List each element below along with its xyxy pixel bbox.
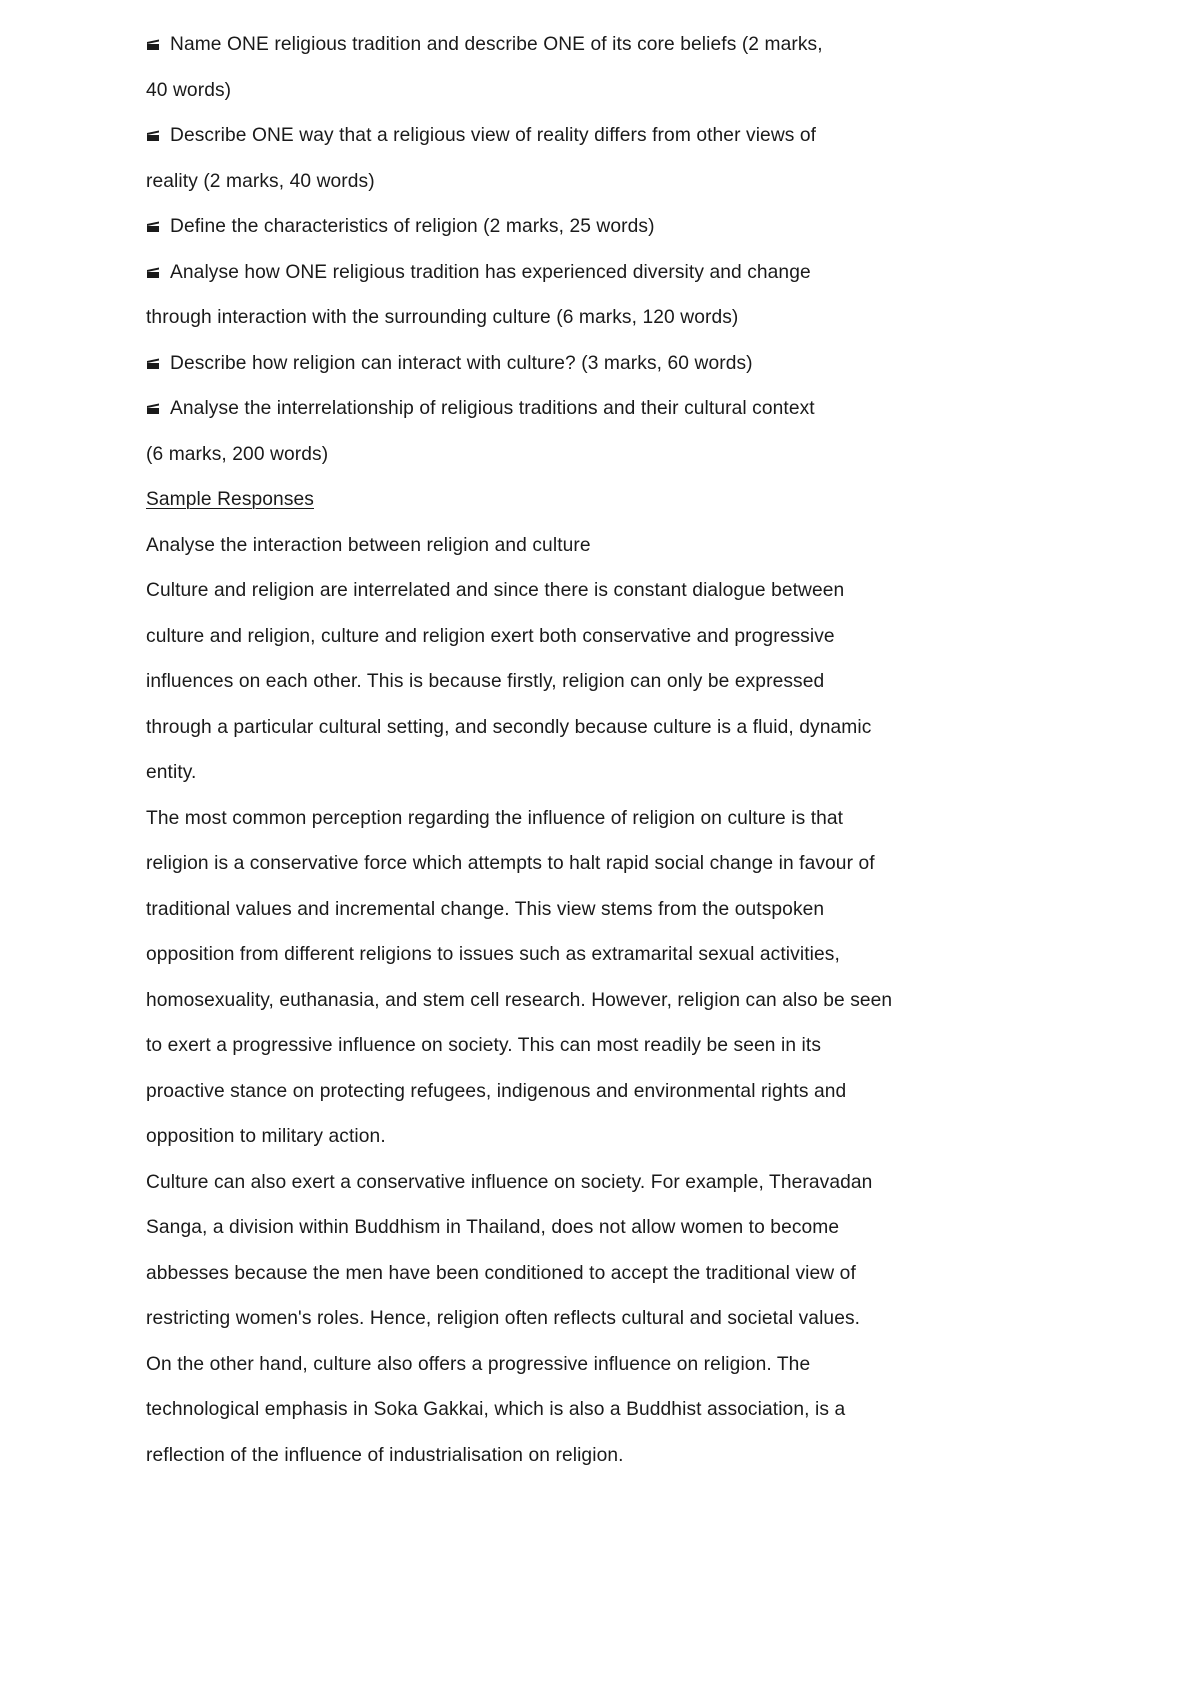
paragraph-line: entity. [146, 762, 197, 783]
paragraph [146, 796, 936, 1160]
question-text: 40 words) [146, 79, 232, 101]
question-text: Define the characteristics of religion (2 marks, 25 words) [170, 216, 655, 237]
paragraph-line: reflection of the influence of industrialisation on religion. [146, 1444, 624, 1466]
clapperboard-icon [146, 265, 160, 279]
paragraph-line: traditional values and incremental change. This view stems from the outspoken [146, 898, 825, 920]
paragraph-line: abbesses because the men have been conditioned to accept the traditional view of [146, 1262, 856, 1284]
sample-question: Analyse the interaction between religion and culture [146, 534, 591, 556]
paragraph-line: Culture can also exert a conservative influence on society. For example, Theravadan [146, 1171, 873, 1193]
clapperboard-icon [146, 401, 160, 415]
paragraph-line: culture and religion, culture and religion exert both conservative and progressive [146, 625, 835, 647]
paragraph-line: to exert a progressive influence on society. This can most readily be seen in its [146, 1035, 822, 1056]
sample-responses-heading: Sample Responses [146, 489, 314, 510]
paragraph-line: opposition from different religions to issues such as extramarital sexual activities, [146, 944, 840, 965]
document-page [146, 22, 936, 1478]
paragraph-line: religion is a conservative force which attempts to halt rapid social change in favour of [146, 853, 875, 874]
paragraph-line: through a particular cultural setting, and secondly because culture is a fluid, dynamic [146, 716, 872, 738]
paragraph-line: On the other hand, culture also offers a progressive influence on religion. The [146, 1353, 811, 1375]
sample-response-body [146, 568, 936, 1478]
paragraph [146, 1342, 936, 1479]
question-text: Analyse how ONE religious tradition has experienced diversity and change [170, 261, 811, 283]
paragraph-line: Culture and religion are interrelated and since there is constant dialogue between [146, 580, 845, 601]
question-list [146, 22, 936, 477]
question-text: through interaction with the surrounding culture (6 marks, 120 words) [146, 307, 739, 328]
question-item [146, 113, 936, 204]
question-item [146, 204, 936, 250]
question-text: reality (2 marks, 40 words) [146, 170, 375, 192]
question-item [146, 386, 936, 477]
question-text: (6 marks, 200 words) [146, 443, 329, 465]
question-item [146, 250, 936, 341]
paragraph-line: Sanga, a division within Buddhism in Thailand, does not allow women to become [146, 1217, 840, 1238]
paragraph-line: technological emphasis in Soka Gakkai, which is also a Buddhist association, is a [146, 1399, 846, 1420]
clapperboard-icon [146, 356, 160, 370]
clapperboard-icon [146, 37, 160, 51]
paragraph-line: influences on each other. This is because firstly, religion can only be expressed [146, 671, 825, 692]
question-text: Analyse the interrelationship of religious traditions and their cultural context [170, 398, 815, 419]
paragraph-line: proactive stance on protecting refugees, indigenous and environmental rights and [146, 1080, 847, 1102]
paragraph-line: restricting women's roles. Hence, religion often reflects cultural and societal values. [146, 1308, 861, 1329]
question-text: Describe how religion can interact with culture? (3 marks, 60 words) [170, 352, 753, 374]
clapperboard-icon [146, 128, 160, 142]
question-text: Name ONE religious tradition and describe ONE of its core beliefs (2 marks, [170, 34, 823, 55]
clapperboard-icon [146, 219, 160, 233]
question-text: Describe ONE way that a religious view of reality differs from other views of [170, 125, 817, 146]
paragraph [146, 1160, 936, 1342]
paragraph [146, 568, 936, 796]
paragraph-line: The most common perception regarding the influence of religion on culture is that [146, 807, 844, 829]
paragraph-line: homosexuality, euthanasia, and stem cell research. However, religion can also be seen [146, 989, 893, 1011]
question-item [146, 341, 936, 387]
question-item [146, 22, 936, 113]
paragraph-line: opposition to military action. [146, 1126, 386, 1147]
